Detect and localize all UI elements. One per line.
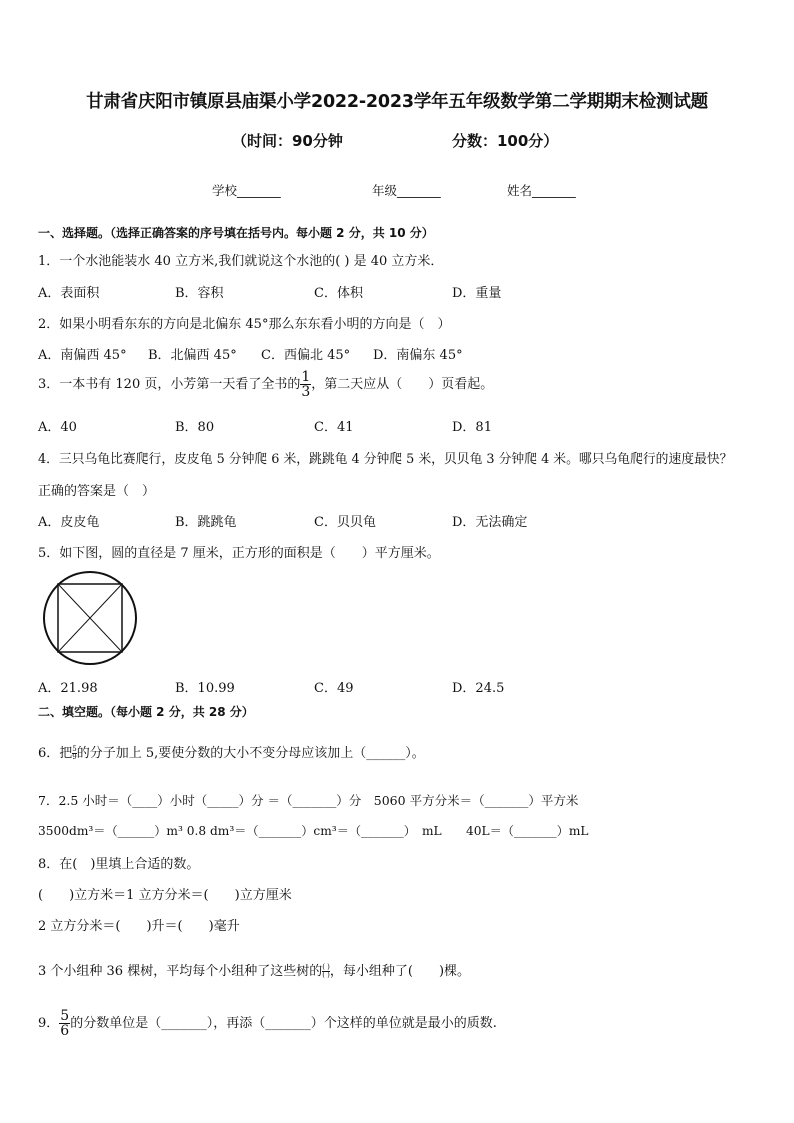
q2-option-d[interactable]: D．南偏东 45°: [373, 348, 463, 363]
q7-line2: 3500dm³＝（______）m³ 0.8 dm³＝（_______）cm³＝（_______） mL 40L＝（_______）mL: [38, 824, 589, 838]
q3-frac-num: 1: [301, 369, 311, 385]
q9-fraction: [59, 1009, 70, 1038]
q6-suffix: 的分子加上 5,要使分数的大小不变分母应该加上（______）。: [76, 746, 425, 761]
circle-square-figure: [40, 570, 140, 666]
q4-option-a[interactable]: A．皮皮龟: [38, 515, 100, 530]
q5-option-b[interactable]: B．10.99: [175, 681, 235, 696]
q1-option-b[interactable]: B．容积: [175, 286, 224, 301]
q8-frac-num: ( ): [322, 963, 330, 971]
q9-prefix: 9．: [38, 1016, 60, 1031]
q2-option-c[interactable]: C．西偏北 45°: [261, 348, 351, 363]
q5-option-d[interactable]: D．24.5: [452, 681, 505, 696]
q8-line4-after: ，每小组种了( )棵。: [329, 964, 471, 979]
q8-fraction: [322, 964, 330, 979]
q6-frac-den: 9: [72, 753, 77, 761]
q4-text-line1: 4．三只乌龟比赛爬行，皮皮龟 5 分钟爬 6 米，跳跳龟 4 分钟爬 5 米，贝贝龟 3 分钟爬 4 米。哪只乌龟爬行的速度最快？: [38, 452, 733, 467]
exam-time: （时间：90分钟: [232, 132, 343, 150]
q3-option-a[interactable]: A．40: [38, 420, 77, 435]
q9-text: [38, 1009, 497, 1038]
q6-prefix: 6．把: [38, 746, 73, 761]
q9-frac-num: 5: [60, 1008, 70, 1024]
q2-option-b[interactable]: B．北偏西 45°: [148, 348, 237, 363]
q4-text-line2: 正确的答案是（ ）: [38, 484, 156, 499]
q3-option-b[interactable]: B．80: [175, 420, 215, 435]
q3-fraction: [300, 370, 311, 399]
q1-text: 1．一个水池能装水 40 立方米,我们就说这个水池的( ) 是 40 立方米．: [38, 254, 444, 269]
q4-option-d[interactable]: D．无法确定: [452, 515, 528, 530]
q5-option-a[interactable]: A．21.98: [38, 681, 98, 696]
q3-frac-den: 3: [301, 384, 311, 400]
q2-text: 2．如果小明看东东的方向是北偏东 45°那么东东看小明的方向是（ ）: [38, 317, 451, 332]
q8-line4: [38, 960, 470, 979]
q4-option-b[interactable]: B．跳跳龟: [175, 515, 237, 530]
q3-text-after: ，第二天应从（ ）页看起。: [311, 377, 494, 392]
q3-option-c[interactable]: C．41: [314, 420, 354, 435]
q1-option-c[interactable]: C．体积: [314, 286, 363, 301]
q8-line3: 2 立方分米＝( )升＝( )毫升: [38, 919, 240, 934]
q8-line2: ( )立方米＝1 立方分米＝( )立方厘米: [38, 888, 292, 903]
section1-heading: 一、选择题。（选择正确答案的序号填在括号内。每小题 2 分，共 10 分）: [38, 226, 434, 240]
exam-score: 分数：100分）: [452, 132, 559, 150]
q3-text: [38, 370, 493, 399]
q3-text-before: 3．一本书有 120 页，小芳第一天看了全书的: [38, 377, 301, 392]
q9-frac-den: 6: [60, 1023, 70, 1039]
q4-option-c[interactable]: C．贝贝龟: [314, 515, 376, 530]
q3-option-d[interactable]: D．81: [452, 420, 492, 435]
grade-field[interactable]: 年级_______: [372, 183, 441, 198]
q6-text: [38, 742, 425, 761]
school-field[interactable]: 学校_______: [212, 183, 281, 198]
name-field[interactable]: 姓名_______: [507, 183, 576, 198]
q9-suffix: 的分数单位是（_______），再添（_______）个这样的单位就是最小的质数.: [70, 1016, 497, 1031]
q8-line1: 8．在( )里填上合适的数。: [38, 857, 200, 872]
q8-line4-before: 3 个小组种 36 棵树，平均每个小组种了这些树的: [38, 964, 323, 979]
q7-line1: 7．2.5 小时＝（____）小时（_____）分 ＝（_______）分 5060 平方分米＝（_______）平方米: [38, 793, 579, 808]
q1-option-d[interactable]: D．重量: [452, 286, 502, 301]
q8-frac-den: ( ): [322, 971, 330, 979]
section2-heading: 二、填空题。（每小题 2 分，共 28 分）: [38, 705, 254, 719]
q5-option-c[interactable]: C．49: [314, 681, 354, 696]
q1-option-a[interactable]: A．表面积: [38, 286, 100, 301]
q5-text: 5．如下图，圆的直径是 7 厘米，正方形的面积是（ ）平方厘米。: [38, 546, 440, 561]
q6-frac-num: 5: [72, 745, 77, 753]
q2-option-a[interactable]: A．南偏西 45°: [38, 348, 127, 363]
page-title: 甘肃省庆阳市镇原县庙渠小学2022-2023学年五年级数学第二学期期末检测试题: [86, 92, 708, 112]
